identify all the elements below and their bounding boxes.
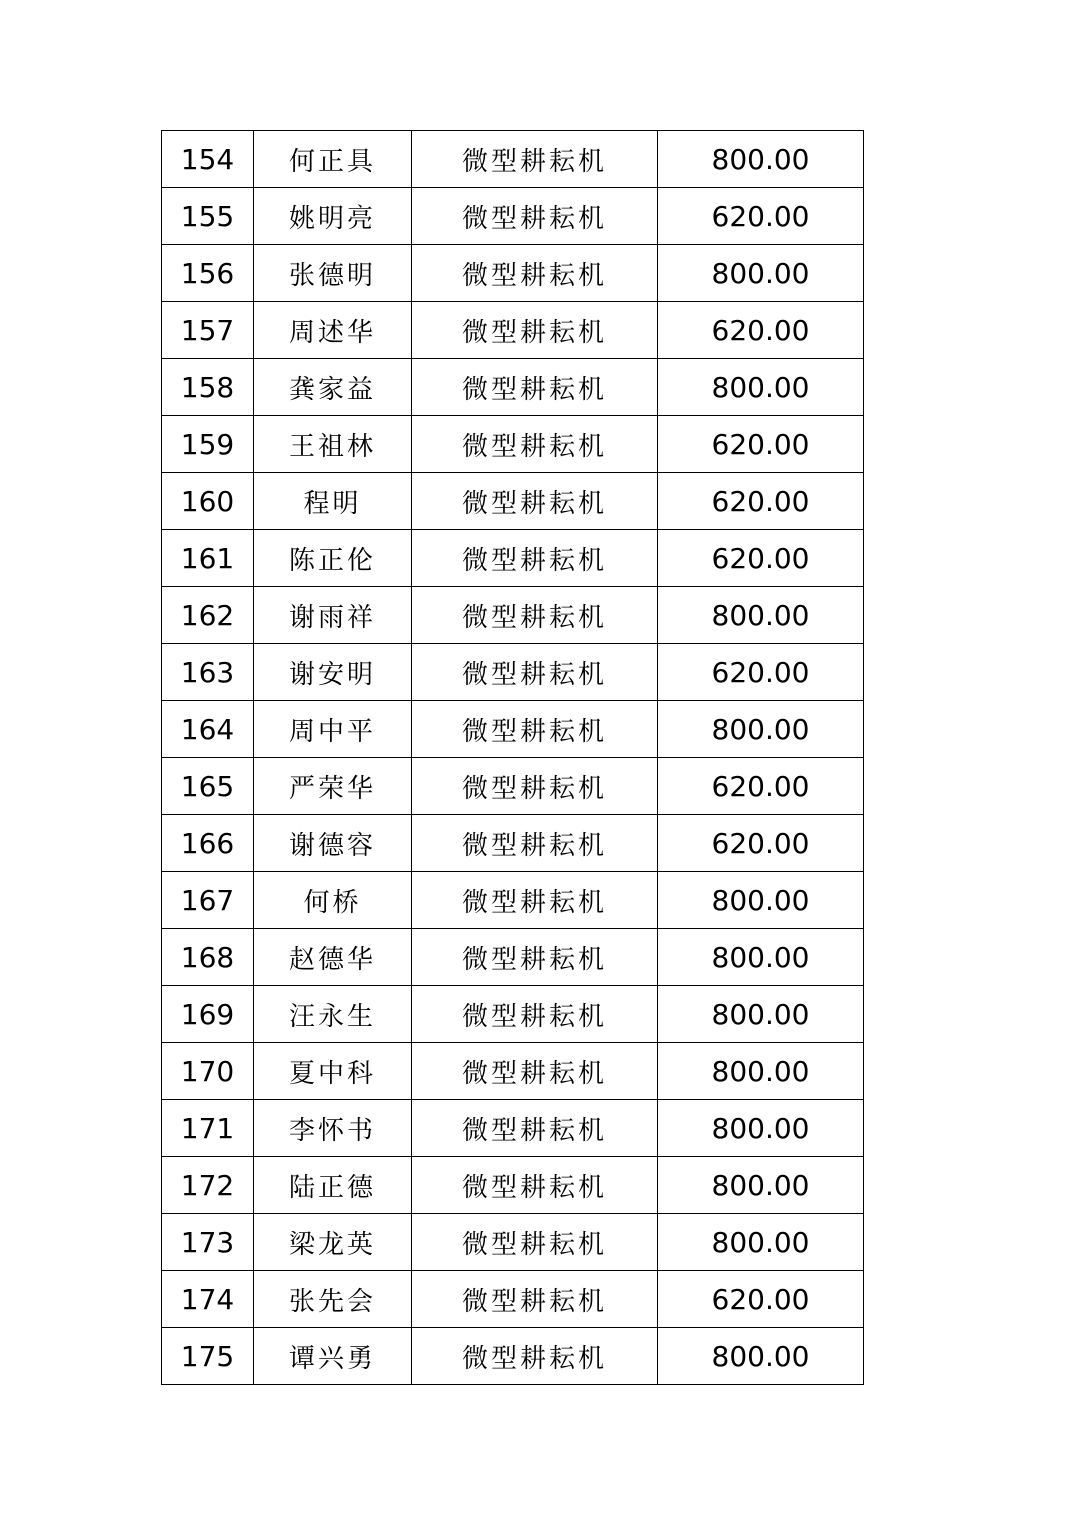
row-number-cell: 171: [162, 1100, 254, 1157]
table-row: [162, 188, 864, 245]
subsidy-table: [161, 130, 864, 1385]
table-row: [162, 872, 864, 929]
subsidy-amount-cell: 800.00: [658, 1043, 864, 1100]
machine-type-cell: 微型耕耘机: [412, 245, 658, 302]
subsidy-amount-cell: 800.00: [658, 587, 864, 644]
recipient-name-cell: 汪永生: [254, 986, 412, 1043]
recipient-name-cell: 谢德容: [254, 815, 412, 872]
row-number-cell: 173: [162, 1214, 254, 1271]
subsidy-amount-cell: 800.00: [658, 986, 864, 1043]
row-number-cell: 165: [162, 758, 254, 815]
recipient-name-cell: 程明: [254, 473, 412, 530]
row-number-cell: 155: [162, 188, 254, 245]
table-row: [162, 302, 864, 359]
table-body: [162, 131, 864, 1385]
machine-type-cell: 微型耕耘机: [412, 758, 658, 815]
subsidy-amount-cell: 800.00: [658, 131, 864, 188]
row-number-cell: 166: [162, 815, 254, 872]
machine-type-cell: 微型耕耘机: [412, 644, 658, 701]
recipient-name-cell: 谢安明: [254, 644, 412, 701]
recipient-name-cell: 何桥: [254, 872, 412, 929]
subsidy-amount-cell: 620.00: [658, 815, 864, 872]
subsidy-amount-cell: 620.00: [658, 644, 864, 701]
subsidy-amount-cell: 620.00: [658, 530, 864, 587]
row-number-cell: 175: [162, 1328, 254, 1385]
row-number-cell: 163: [162, 644, 254, 701]
row-number-cell: 156: [162, 245, 254, 302]
recipient-name-cell: 何正具: [254, 131, 412, 188]
table-row: [162, 473, 864, 530]
machine-type-cell: 微型耕耘机: [412, 131, 658, 188]
machine-type-cell: 微型耕耘机: [412, 1043, 658, 1100]
table-row: [162, 587, 864, 644]
subsidy-amount-cell: 800.00: [658, 1157, 864, 1214]
subsidy-amount-cell: 620.00: [658, 416, 864, 473]
row-number-cell: 162: [162, 587, 254, 644]
row-number-cell: 160: [162, 473, 254, 530]
table-row: [162, 1328, 864, 1385]
machine-type-cell: 微型耕耘机: [412, 1271, 658, 1328]
machine-type-cell: 微型耕耘机: [412, 359, 658, 416]
table-row: [162, 1214, 864, 1271]
subsidy-amount-cell: 800.00: [658, 1100, 864, 1157]
recipient-name-cell: 陈正伦: [254, 530, 412, 587]
row-number-cell: 170: [162, 1043, 254, 1100]
table-row: [162, 1157, 864, 1214]
recipient-name-cell: 谭兴勇: [254, 1328, 412, 1385]
machine-type-cell: 微型耕耘机: [412, 872, 658, 929]
recipient-name-cell: 张先会: [254, 1271, 412, 1328]
machine-type-cell: 微型耕耘机: [412, 1328, 658, 1385]
machine-type-cell: 微型耕耘机: [412, 473, 658, 530]
recipient-name-cell: 梁龙英: [254, 1214, 412, 1271]
machine-type-cell: 微型耕耘机: [412, 1100, 658, 1157]
machine-type-cell: 微型耕耘机: [412, 587, 658, 644]
row-number-cell: 164: [162, 701, 254, 758]
row-number-cell: 174: [162, 1271, 254, 1328]
row-number-cell: 169: [162, 986, 254, 1043]
subsidy-amount-cell: 620.00: [658, 188, 864, 245]
row-number-cell: 168: [162, 929, 254, 986]
subsidy-amount-cell: 800.00: [658, 701, 864, 758]
table-row: [162, 530, 864, 587]
machine-type-cell: 微型耕耘机: [412, 1157, 658, 1214]
table-row: [162, 986, 864, 1043]
table-row: [162, 416, 864, 473]
row-number-cell: 161: [162, 530, 254, 587]
table-row: [162, 815, 864, 872]
subsidy-amount-cell: 620.00: [658, 473, 864, 530]
subsidy-amount-cell: 800.00: [658, 929, 864, 986]
subsidy-amount-cell: 800.00: [658, 1328, 864, 1385]
table-row: [162, 359, 864, 416]
row-number-cell: 159: [162, 416, 254, 473]
machine-type-cell: 微型耕耘机: [412, 986, 658, 1043]
subsidy-amount-cell: 620.00: [658, 758, 864, 815]
recipient-name-cell: 陆正德: [254, 1157, 412, 1214]
table-row: [162, 758, 864, 815]
recipient-name-cell: 谢雨祥: [254, 587, 412, 644]
recipient-name-cell: 王祖林: [254, 416, 412, 473]
recipient-name-cell: 李怀书: [254, 1100, 412, 1157]
recipient-name-cell: 周中平: [254, 701, 412, 758]
table-row: [162, 1271, 864, 1328]
machine-type-cell: 微型耕耘机: [412, 302, 658, 359]
row-number-cell: 158: [162, 359, 254, 416]
row-number-cell: 167: [162, 872, 254, 929]
machine-type-cell: 微型耕耘机: [412, 929, 658, 986]
recipient-name-cell: 周述华: [254, 302, 412, 359]
table-row: [162, 1043, 864, 1100]
machine-type-cell: 微型耕耘机: [412, 701, 658, 758]
machine-type-cell: 微型耕耘机: [412, 1214, 658, 1271]
subsidy-amount-cell: 800.00: [658, 245, 864, 302]
table-row: [162, 644, 864, 701]
machine-type-cell: 微型耕耘机: [412, 530, 658, 587]
recipient-name-cell: 张德明: [254, 245, 412, 302]
recipient-name-cell: 赵德华: [254, 929, 412, 986]
recipient-name-cell: 严荣华: [254, 758, 412, 815]
machine-type-cell: 微型耕耘机: [412, 188, 658, 245]
row-number-cell: 172: [162, 1157, 254, 1214]
machine-type-cell: 微型耕耘机: [412, 815, 658, 872]
table-row: [162, 701, 864, 758]
row-number-cell: 157: [162, 302, 254, 359]
table-row: [162, 929, 864, 986]
subsidy-amount-cell: 620.00: [658, 302, 864, 359]
subsidy-amount-cell: 800.00: [658, 1214, 864, 1271]
table-row: [162, 131, 864, 188]
table-row: [162, 245, 864, 302]
recipient-name-cell: 夏中科: [254, 1043, 412, 1100]
table-row: [162, 1100, 864, 1157]
row-number-cell: 154: [162, 131, 254, 188]
machine-type-cell: 微型耕耘机: [412, 416, 658, 473]
subsidy-amount-cell: 620.00: [658, 1271, 864, 1328]
subsidy-amount-cell: 800.00: [658, 872, 864, 929]
subsidy-amount-cell: 800.00: [658, 359, 864, 416]
recipient-name-cell: 龚家益: [254, 359, 412, 416]
recipient-name-cell: 姚明亮: [254, 188, 412, 245]
